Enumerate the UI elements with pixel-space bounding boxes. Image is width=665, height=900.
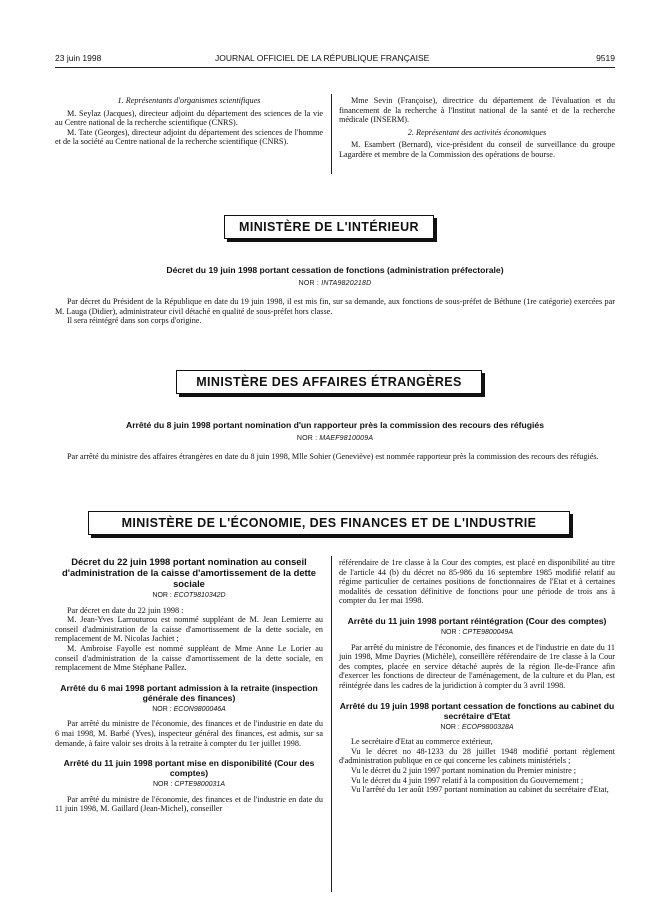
paragraph: M. Tate (Georges), directeur adjoint du département des sciences de l'homme et de la société au Centre national de la recherche scientifique (CNRS). <box>55 127 323 147</box>
paragraph: Il sera réintégré dans son corps d'origine. <box>67 316 202 326</box>
paragraph: Par décret du Président de la République en date du 19 juin 1998, il est mis fin, sur sa demande, aux fonctions de sous-préfet de Béthune (1re catégorie) exercées par M. Lauga (Didier), administrateur civil détaché en qualité de sous-préfet hors classe. <box>55 297 615 316</box>
decree-body <box>55 297 615 326</box>
decree-title: Décret du 22 juin 1998 portant nomination au conseil d'administration de la caisse d'amortissement de la dette sociale <box>61 556 317 589</box>
header-journal-title: JOURNAL OFFICIEL DE LA RÉPUBLIQUE FRANÇAISE <box>215 53 430 63</box>
header-date: 23 juin 1998 <box>55 53 102 63</box>
paragraph: référendaire de 1re classe à la Cour des comptes, est placé en disponibilité au titre de l'article 44 (b) du décret no 85-986 du 16 septembre 1985 modifié relatif au régime particulier de certaines positions de fonctionnaires de l'Etat et à certaines modalités de cessation définitive de fonctions pour une période de trois ans à compter du 1er mai 1998. <box>339 558 615 606</box>
paragraph: Par arrêté du ministre des affaires étrangères en date du 8 juin 1998, Mlle Sohier (Geneviève) est nommée rapporteur près la commission des recours des réfugiés. <box>67 452 599 461</box>
nor-code: CPTE9800049A <box>462 628 513 636</box>
nor-code: ECOP9800328A <box>461 723 514 731</box>
decree-body <box>55 452 615 462</box>
nor-code: ECON9800046A <box>173 705 226 713</box>
paragraph: M. Ambroise Fayolle est nommé suppléant de Mme Anne Le Lorier au conseil d'administration de la caisse d'amortissement de la dette sociale, en remplacement de Mme Stéphane Pallez. <box>55 643 323 673</box>
ministry-box-economie: MINISTÈRE DE L'ÉCONOMIE, DES FINANCES ET DE L'INDUSTRIE <box>88 511 570 535</box>
header-rule <box>55 67 615 68</box>
nor-code: CPTE9800031A <box>174 781 225 789</box>
nor-label: NOR : <box>298 280 320 287</box>
nor-reference <box>55 591 323 601</box>
paragraph: M. Seylaz (Jacques), directeur adjoint du département des sciences de la vie au Centre national de la recherche scientifique (CNRS). <box>55 108 323 128</box>
nor-reference <box>55 780 323 790</box>
nor-label: NOR : <box>441 628 461 636</box>
nor-label: NOR : <box>153 781 173 789</box>
nor-code: MAEF9810009A <box>319 435 374 442</box>
nor-reference <box>339 723 615 733</box>
nor-reference <box>339 628 615 638</box>
running-header <box>55 53 615 65</box>
ministry-box-interieur: MINISTÈRE DE L'INTÉRIEUR <box>224 215 434 239</box>
paragraph: M. Esambert (Bernard), vice-président du conseil de surveillance du groupe Lagardère et membre de la Commission des opérations de bourse. <box>339 140 615 159</box>
section-heading: 2. Représentant des activités économiques <box>407 127 547 137</box>
top-right-column <box>339 96 615 160</box>
decree-title: Décret du 19 juin 1998 portant cessation de fonctions (administration préfectorale) <box>166 265 504 275</box>
paragraph: Mme Sevin (Françoise), directrice du département de l'évaluation et du financement de la recherche à l'Institut national de la santé et de la recherche médicale (INSERM). <box>339 96 615 125</box>
paragraph: M. Jean-Yves Larrouturou est nommé suppléant de M. Jean Lemierre au conseil d'administration de la caisse d'amortissement de la dette sociale, en remplacement de M. Nicolas Jachiet ; <box>55 615 323 644</box>
section-heading: 1. Représentants d'organismes scientifiques <box>117 96 261 105</box>
decree-title: Arrêté du 11 juin 1998 portant mise en disponibilité (Cour des comptes) <box>63 758 315 779</box>
nor-label: NOR : <box>296 435 318 442</box>
nor-reference <box>55 705 323 715</box>
economie-right-column <box>339 558 615 795</box>
paragraph: Par arrêté du ministre de l'économie, des finances et de l'industrie en date du 6 mai 1998, M. Barbé (Yves), inspecteur général des finances, est admis, sur sa demande, à faire valoir ses droits à la retraite à compter du 1er juillet 1998. <box>55 719 323 748</box>
decree-title: Arrêté du 11 juin 1998 portant réintégration (Cour des comptes) <box>347 615 607 626</box>
paragraph: Le secrétaire d'Etat au commerce extérieur, <box>351 737 493 747</box>
nor-code: ECOT9810342D <box>173 592 226 599</box>
paragraph: Par arrêté du ministre de l'économie, des finances et de l'industrie en date du 11 juin 1998, Mme Dayries (Michèle), conseillère référendaire de 1re classe à la Cour des comptes, placée en service détaché auprès de la région Ile-de-France afin d'exercer les fonctions de directeur de l'aménagement, de la culture et du Plan, est réintégrée dans les cadres de la juridiction à compter du 3 avril 1998. <box>339 642 615 690</box>
paragraph: Par décret en date du 22 juin 1998 : <box>67 605 184 615</box>
header-page-number: 9519 <box>596 53 615 63</box>
paragraph: Vu le décret no 48-1233 du 28 juillet 1948 modifié portant règlement d'administration publique en ce qui concerne les cabinets ministériels ; <box>339 746 615 766</box>
nor-label: NOR : <box>152 705 172 713</box>
top-left-column <box>55 96 323 147</box>
nor-label: NOR : <box>152 592 172 599</box>
paragraph: Vu le décret du 2 juin 1997 portant nomination du Premier ministre ; <box>351 765 577 775</box>
decree-title: Arrêté du 19 juin 1998 portant cessation de fonctions au cabinet du secrétaire d'Etat <box>339 700 615 721</box>
column-divider <box>331 94 332 174</box>
paragraph: Vu le décret du 4 juin 1997 relatif à la composition du Gouvernement ; <box>351 775 584 785</box>
decree-title: Arrêté du 8 juin 1998 portant nomination d'un rapporteur près la commission des recours des réfugiés <box>126 420 544 430</box>
nor-reference <box>55 280 615 287</box>
nor-label: NOR : <box>440 723 460 731</box>
decree-title: Arrêté du 6 mai 1998 portant admission à la retraite (inspection générale des finances) <box>60 682 318 703</box>
economie-left-column <box>55 556 323 814</box>
nor-code: INTA9820218D <box>321 280 372 287</box>
paragraph: Vu l'arrêté du 1er août 1997 portant nomination au cabinet du secrétaire d'Etat, <box>351 785 609 795</box>
ministry-box-affaires-etrangeres: MINISTÈRE DES AFFAIRES ÉTRANGÈRES <box>176 370 482 394</box>
column-divider <box>331 556 332 892</box>
nor-reference <box>55 435 615 442</box>
paragraph: Par arrêté du ministre de l'économie, des finances et de l'industrie en date du 11 juin 1998, M. Gaillard (Jean-Michel), conseiller <box>55 794 323 814</box>
